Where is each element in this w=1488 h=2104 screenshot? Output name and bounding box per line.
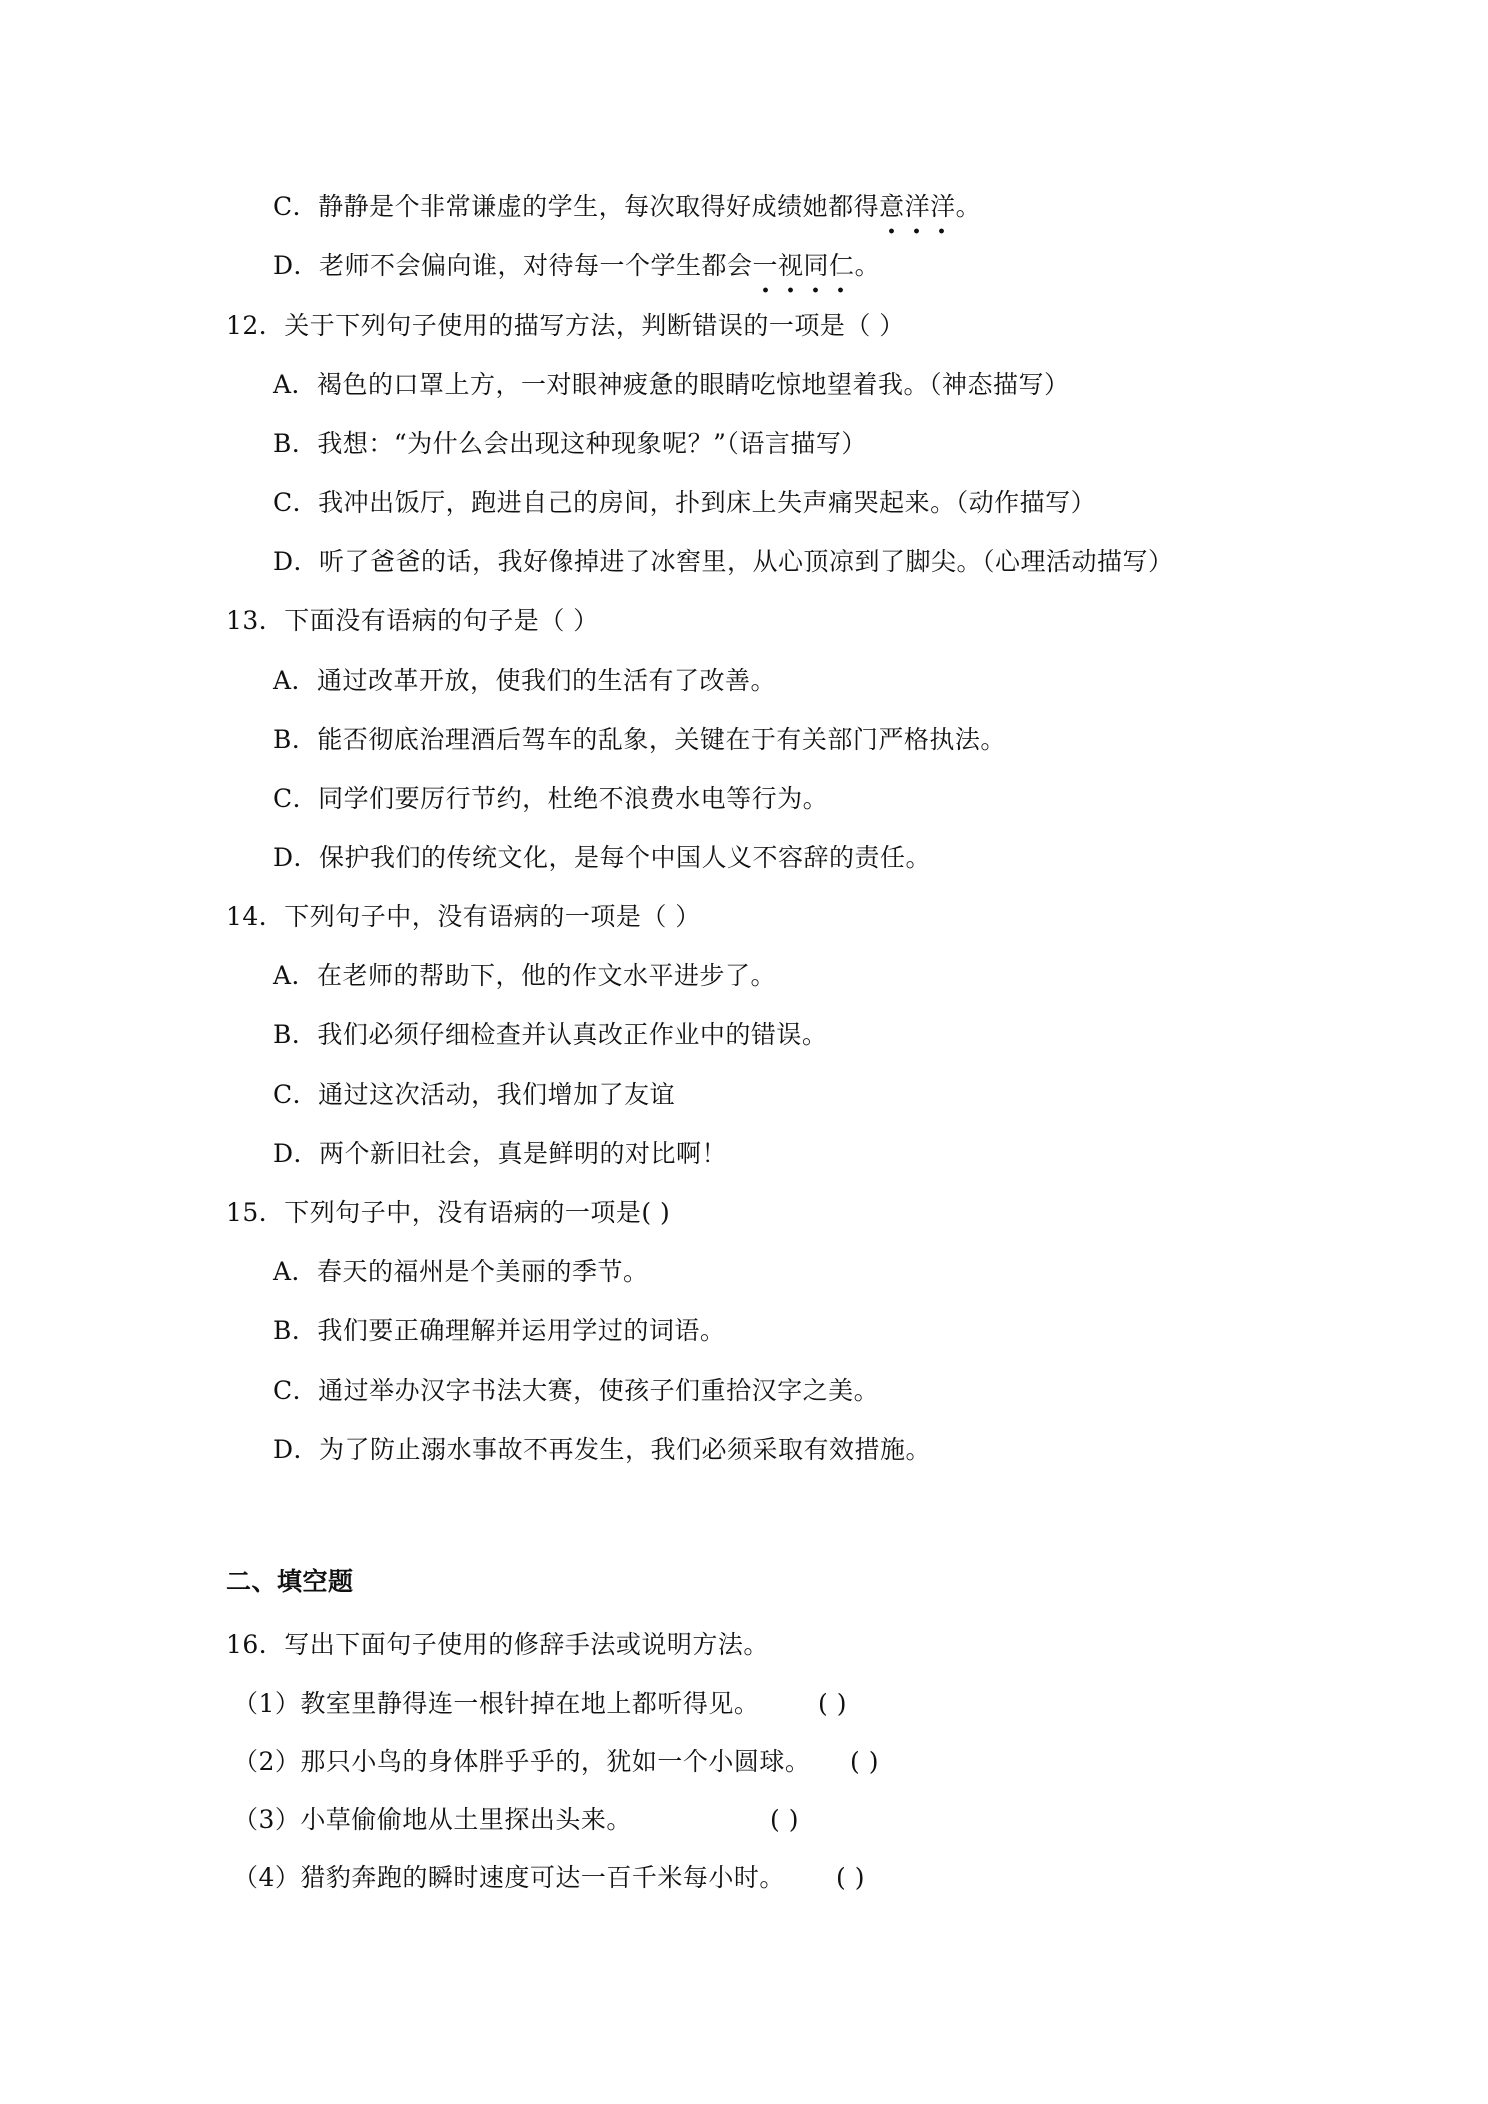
q12-option-b: B．我想：“为什么会出现这种现象呢？”（语言描写） [273, 429, 867, 458]
q14-option-d: D．两个新旧社会，真是鲜明的对比啊！ [273, 1139, 728, 1168]
q15-option-a: A．春天的福州是个美丽的季节。 [273, 1257, 649, 1286]
q11-option-d-suffix: 。 [854, 251, 881, 280]
q16-item-1-text: （1）教室里静得连一根针掉在地上都听得见。 [233, 1689, 760, 1718]
q16-item-4 [233, 1861, 785, 1895]
section-title: 二、填空题 [226, 1567, 354, 1596]
q11-option-d-text: D．老师不会偏向谁，对待每一个学生都会 [273, 251, 753, 280]
q15-option-d: D．为了防止溺水事故不再发生，我们必须采取有效措施。 [273, 1435, 932, 1464]
q16-item-1 [233, 1687, 759, 1721]
q16-item-2-blank: ( ) [850, 1747, 879, 1776]
q16-item-2 [233, 1745, 810, 1779]
q13-option-a: A．通过改革开放，使我们的生活有了改善。 [273, 666, 777, 695]
q14-stem: 14．下列句子中，没有语病的一项是（ ） [226, 902, 701, 931]
q16-item-3-text: （3）小草偷偷地从土里探出头来。 [233, 1805, 632, 1834]
q11-option-c-emphasis: 意洋洋 [879, 190, 956, 224]
q11-option-d [273, 249, 880, 283]
q16-stem: 16．写出下面句子使用的修辞手法或说明方法。 [226, 1630, 769, 1659]
q13-option-b: B．能否彻底治理酒后驾车的乱象，关键在于有关部门严格执法。 [273, 725, 1006, 754]
q13-option-d: D．保护我们的传统文化，是每个中国人义不容辞的责任。 [273, 843, 932, 872]
q11-option-c-text: C．静静是个非常谦虚的学生，每次取得好成绩她都得 [273, 192, 880, 221]
q12-option-d: D．听了爸爸的话，我好像掉进了冰窖里，从心顶凉到了脚尖。（心理活动描写） [273, 547, 1174, 576]
q14-option-a: A．在老师的帮助下，他的作文水平进步了。 [273, 961, 777, 990]
q15-stem: 15．下列句子中，没有语病的一项是( ) [226, 1198, 671, 1227]
q12-stem: 12．关于下列句子使用的描写方法，判断错误的一项是（ ） [226, 311, 905, 340]
q12-option-c: C．我冲出饭厅，跑进自己的房间，扑到床上失声痛哭起来。（动作描写） [273, 488, 1097, 517]
q16-item-1-blank: ( ) [818, 1689, 847, 1718]
q13-option-c: C．同学们要厉行节约，杜绝不浪费水电等行为。 [273, 784, 829, 813]
q16-item-3 [233, 1803, 632, 1837]
q11-option-c-suffix: 。 [955, 192, 982, 221]
q15-option-b: B．我们要正确理解并运用学过的词语。 [273, 1316, 726, 1345]
q15-option-c: C．通过举办汉字书法大赛，使孩子们重拾汉字之美。 [273, 1376, 880, 1405]
q11-option-d-emphasis: 一视同仁 [753, 249, 855, 283]
q12-option-a: A．褐色的口罩上方，一对眼神疲惫的眼睛吃惊地望着我。（神态描写） [273, 370, 1070, 399]
q13-stem: 13．下面没有语病的句子是（ ） [226, 606, 599, 635]
q16-item-3-blank: ( ) [770, 1805, 799, 1834]
q14-option-b: B．我们必须仔细检查并认真改正作业中的错误。 [273, 1020, 828, 1049]
q11-option-c [273, 190, 981, 224]
q14-option-c: C．通过这次活动，我们增加了友谊 [273, 1080, 676, 1109]
q16-item-4-blank: ( ) [836, 1863, 865, 1892]
q16-item-4-text: （4）猎豹奔跑的瞬时速度可达一百千米每小时。 [233, 1863, 785, 1892]
q16-item-2-text: （2）那只小鸟的身体胖乎乎的，犹如一个小圆球。 [233, 1747, 811, 1776]
